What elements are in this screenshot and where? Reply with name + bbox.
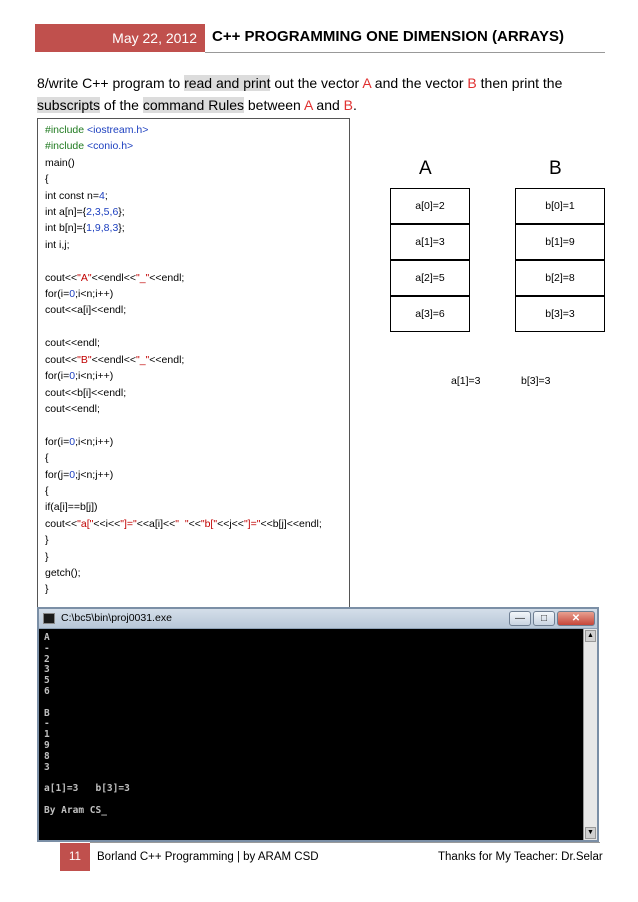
footer-left-text: Borland C++ Programming | by ARAM CSD	[97, 851, 319, 863]
array-b-cell: b[3]=3	[515, 296, 605, 332]
match-result-b: b[3]=3	[521, 375, 551, 387]
footer-right-text: Thanks for My Teacher: Dr.Selar	[438, 851, 603, 863]
header-date: May 22, 2012	[35, 24, 205, 52]
console-title: C:\bc5\bin\proj0031.exe	[61, 612, 172, 624]
console-window	[37, 607, 599, 842]
header-divider	[205, 52, 605, 53]
array-b-cell: b[1]=9	[515, 224, 605, 260]
minimize-button[interactable]: —	[509, 611, 531, 626]
array-a-cell: a[2]=5	[390, 260, 470, 296]
console-scrollbar[interactable]	[583, 629, 597, 840]
console-titlebar[interactable]	[39, 609, 597, 629]
question-text: 8/write C++ program to read and print out the vector A and the vector B then print the subscripts of the command Rules between A and B.	[37, 75, 563, 113]
array-a-cell: a[3]=6	[390, 296, 470, 332]
array-b-cell: b[2]=8	[515, 260, 605, 296]
close-button[interactable]: ✕	[557, 611, 595, 626]
array-b-label: B	[549, 158, 562, 179]
array-a-label: A	[419, 158, 432, 179]
array-a-cell: a[0]=2	[390, 188, 470, 224]
array-b-cell: b[0]=1	[515, 188, 605, 224]
scroll-down-icon[interactable]: ▼	[585, 827, 596, 839]
array-a-cell: a[1]=3	[390, 224, 470, 260]
console-output: A - 2 3 5 6 B - 1 9 8 3 a[1]=3 b[3]=3 By Aram CS_	[44, 632, 130, 816]
page-title: C++ PROGRAMMING ONE DIMENSION (ARRAYS)	[212, 28, 564, 45]
footer-divider	[90, 842, 600, 843]
code-listing: #include <iostream.h> #include <conio.h> main() { int const n=4; int a[n]={2,3,5,6}; int b[n]={1,9,8,3}; int i,j; cout<<"A"<<endl<<"_"<<endl; for(i=0;i<n;i++) cout<<a[i]<<endl; cout<<endl; cout<<"B"<<endl<<"_"<<endl; for(i=0;i<n;i++) cout<<b[i]<<endl; cout<<endl; for(i=0;i<n;i++) { for(j=0;j<n;j++) { if(a[i]==b[j]) cout<<"a["<<i<<"]="<<a[i]<<" "<<"b["<<j<<"]="<<b[j]<<endl; } } getch(); }	[45, 124, 322, 596]
console-app-icon	[43, 613, 55, 624]
page-number: 11	[60, 843, 90, 871]
match-result-a: a[1]=3	[451, 375, 481, 387]
scroll-up-icon[interactable]: ▲	[585, 630, 596, 642]
maximize-button[interactable]: □	[533, 611, 555, 626]
